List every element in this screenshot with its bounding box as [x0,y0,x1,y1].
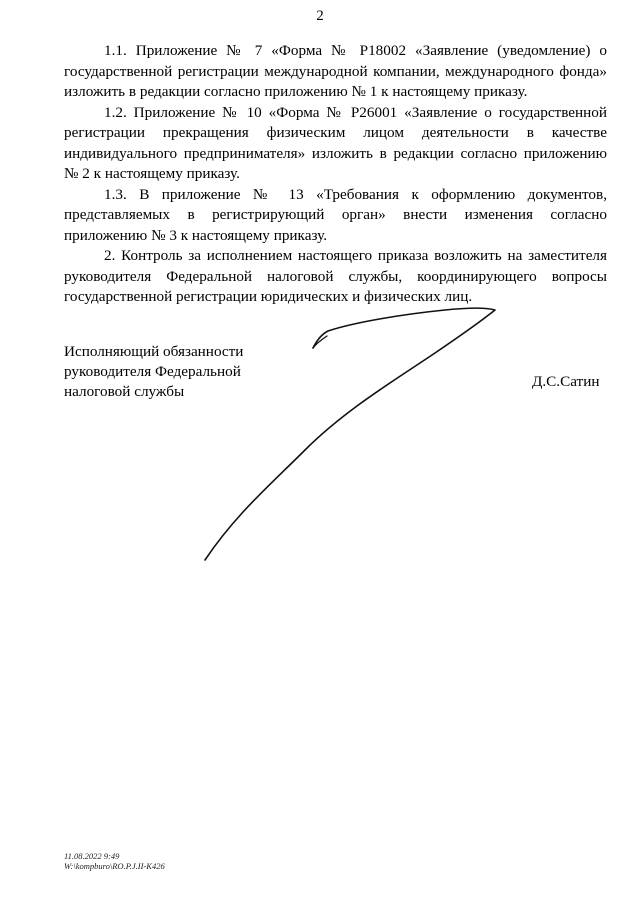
paragraph-1-3: 1.3. В приложение № 13 «Требования к оформлению документов, представляемых в регистрирующий орган» внести изменения согласно приложению № 3 к настоящему приказу. [64,185,607,244]
paragraph-2: 2. Контроль за исполнением настоящего приказа возложить на заместителя руководителя Федеральной налоговой службы, координирующего вопросы государственной регистрации юридических и физических лиц. [64,247,607,305]
page-number: 2 [316,8,324,24]
footer-metadata [64,851,165,871]
footer-timestamp: 11.08.2022 9:49 [64,851,120,861]
document-body [64,41,607,308]
paragraph-1-2: 1.2. Приложение № 10 «Форма № Р26001 «Заявление о государственной регистрации прекращения физическим лицом деятельности в качестве индивидуального предпринимателя» изложить в редакции согласно приложению № 2 к настоящему приказу. [64,103,607,182]
paragraph-1-1: 1.1. Приложение № 7 «Форма № Р18002 «Заявление (уведомление) о государственной регистрации международной компании, международного фонда» изложить в редакции согласно приложению № 1 к настоящему приказу. [64,42,607,100]
signer-name: Д.С.Сатин [532,373,600,390]
position-line: руководителя Федеральной [64,363,241,380]
handwritten-signature [195,300,505,565]
position-line: налоговой службы [64,383,185,400]
position-line: Исполняющий обязанности [64,343,244,360]
footer-file-path: W:\kompburo\RO.P.J.II-K426 [64,861,165,871]
